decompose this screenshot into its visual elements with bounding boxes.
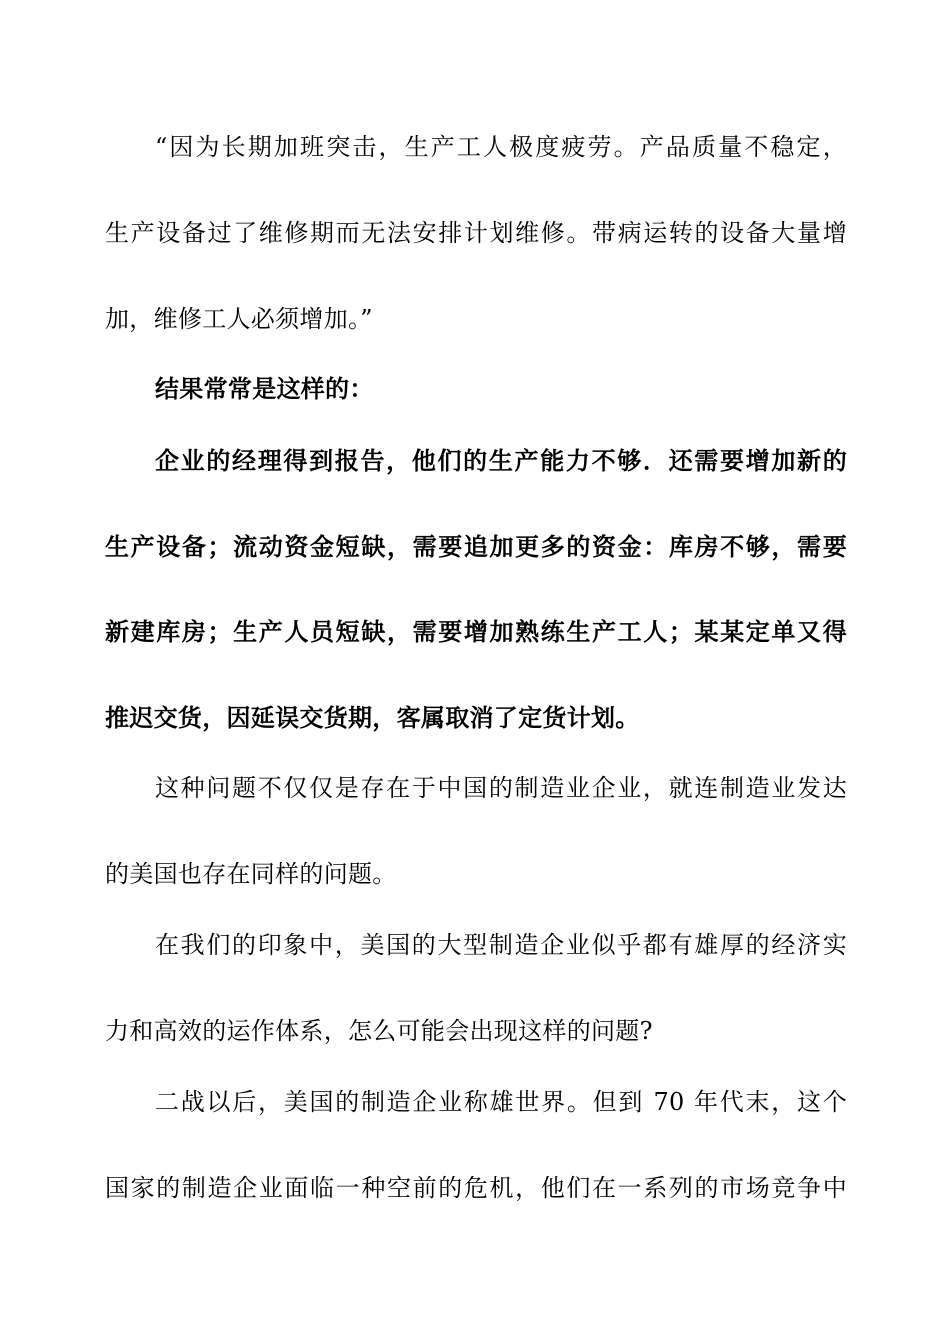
paragraph-2-line-1: 结果常常是这样的： (155, 374, 374, 403)
paragraph-3-line-4: 推迟交货，因延误交货期，客属取消了定货计划。 (105, 703, 640, 732)
paragraph-5-line-1: 在我们的印象中，美国的大型制造企业似乎都有雄厚的经济实 (155, 931, 847, 959)
paragraph-1-line-3: 加，维修工人必须增加。” (105, 305, 373, 333)
paragraph-4-line-1: 这种问题不仅仅是存在于中国的制造业企业，就连制造业发达 (155, 774, 847, 802)
paragraph-5-line-2: 力和高效的运作体系，怎么可能会出现这样的问题? (105, 1017, 653, 1045)
paragraph-6-line-2: 国家的制造企业面临一种空前的危机，他们在一系列的市场竞争中 (105, 1174, 847, 1202)
paragraph-3-line-1: 企业的经理得到报告，他们的生产能力不够．还需要增加新的 (155, 446, 847, 475)
paragraph-3-line-3: 新建库房；生产人员短缺，需要增加熟练生产工人；某某定单又得 (105, 617, 847, 646)
paragraph-6-line-1: 二战以后，美国的制造企业称雄世界。但到 70 年代末，这个 (155, 1088, 847, 1116)
paragraph-4-line-2: 的美国也存在同样的问题。 (105, 860, 397, 888)
paragraph-1-line-1: “因为长期加班突击，生产工人极度疲劳。产品质量不稳定， (155, 133, 847, 161)
paragraph-1-line-2: 生产设备过了维修期而无法安排计划维修。带病运转的设备大量增 (105, 219, 847, 247)
paragraph-3-line-2: 生产设备；流动资金短缺，需要追加更多的资金：库房不够，需要 (105, 532, 847, 561)
